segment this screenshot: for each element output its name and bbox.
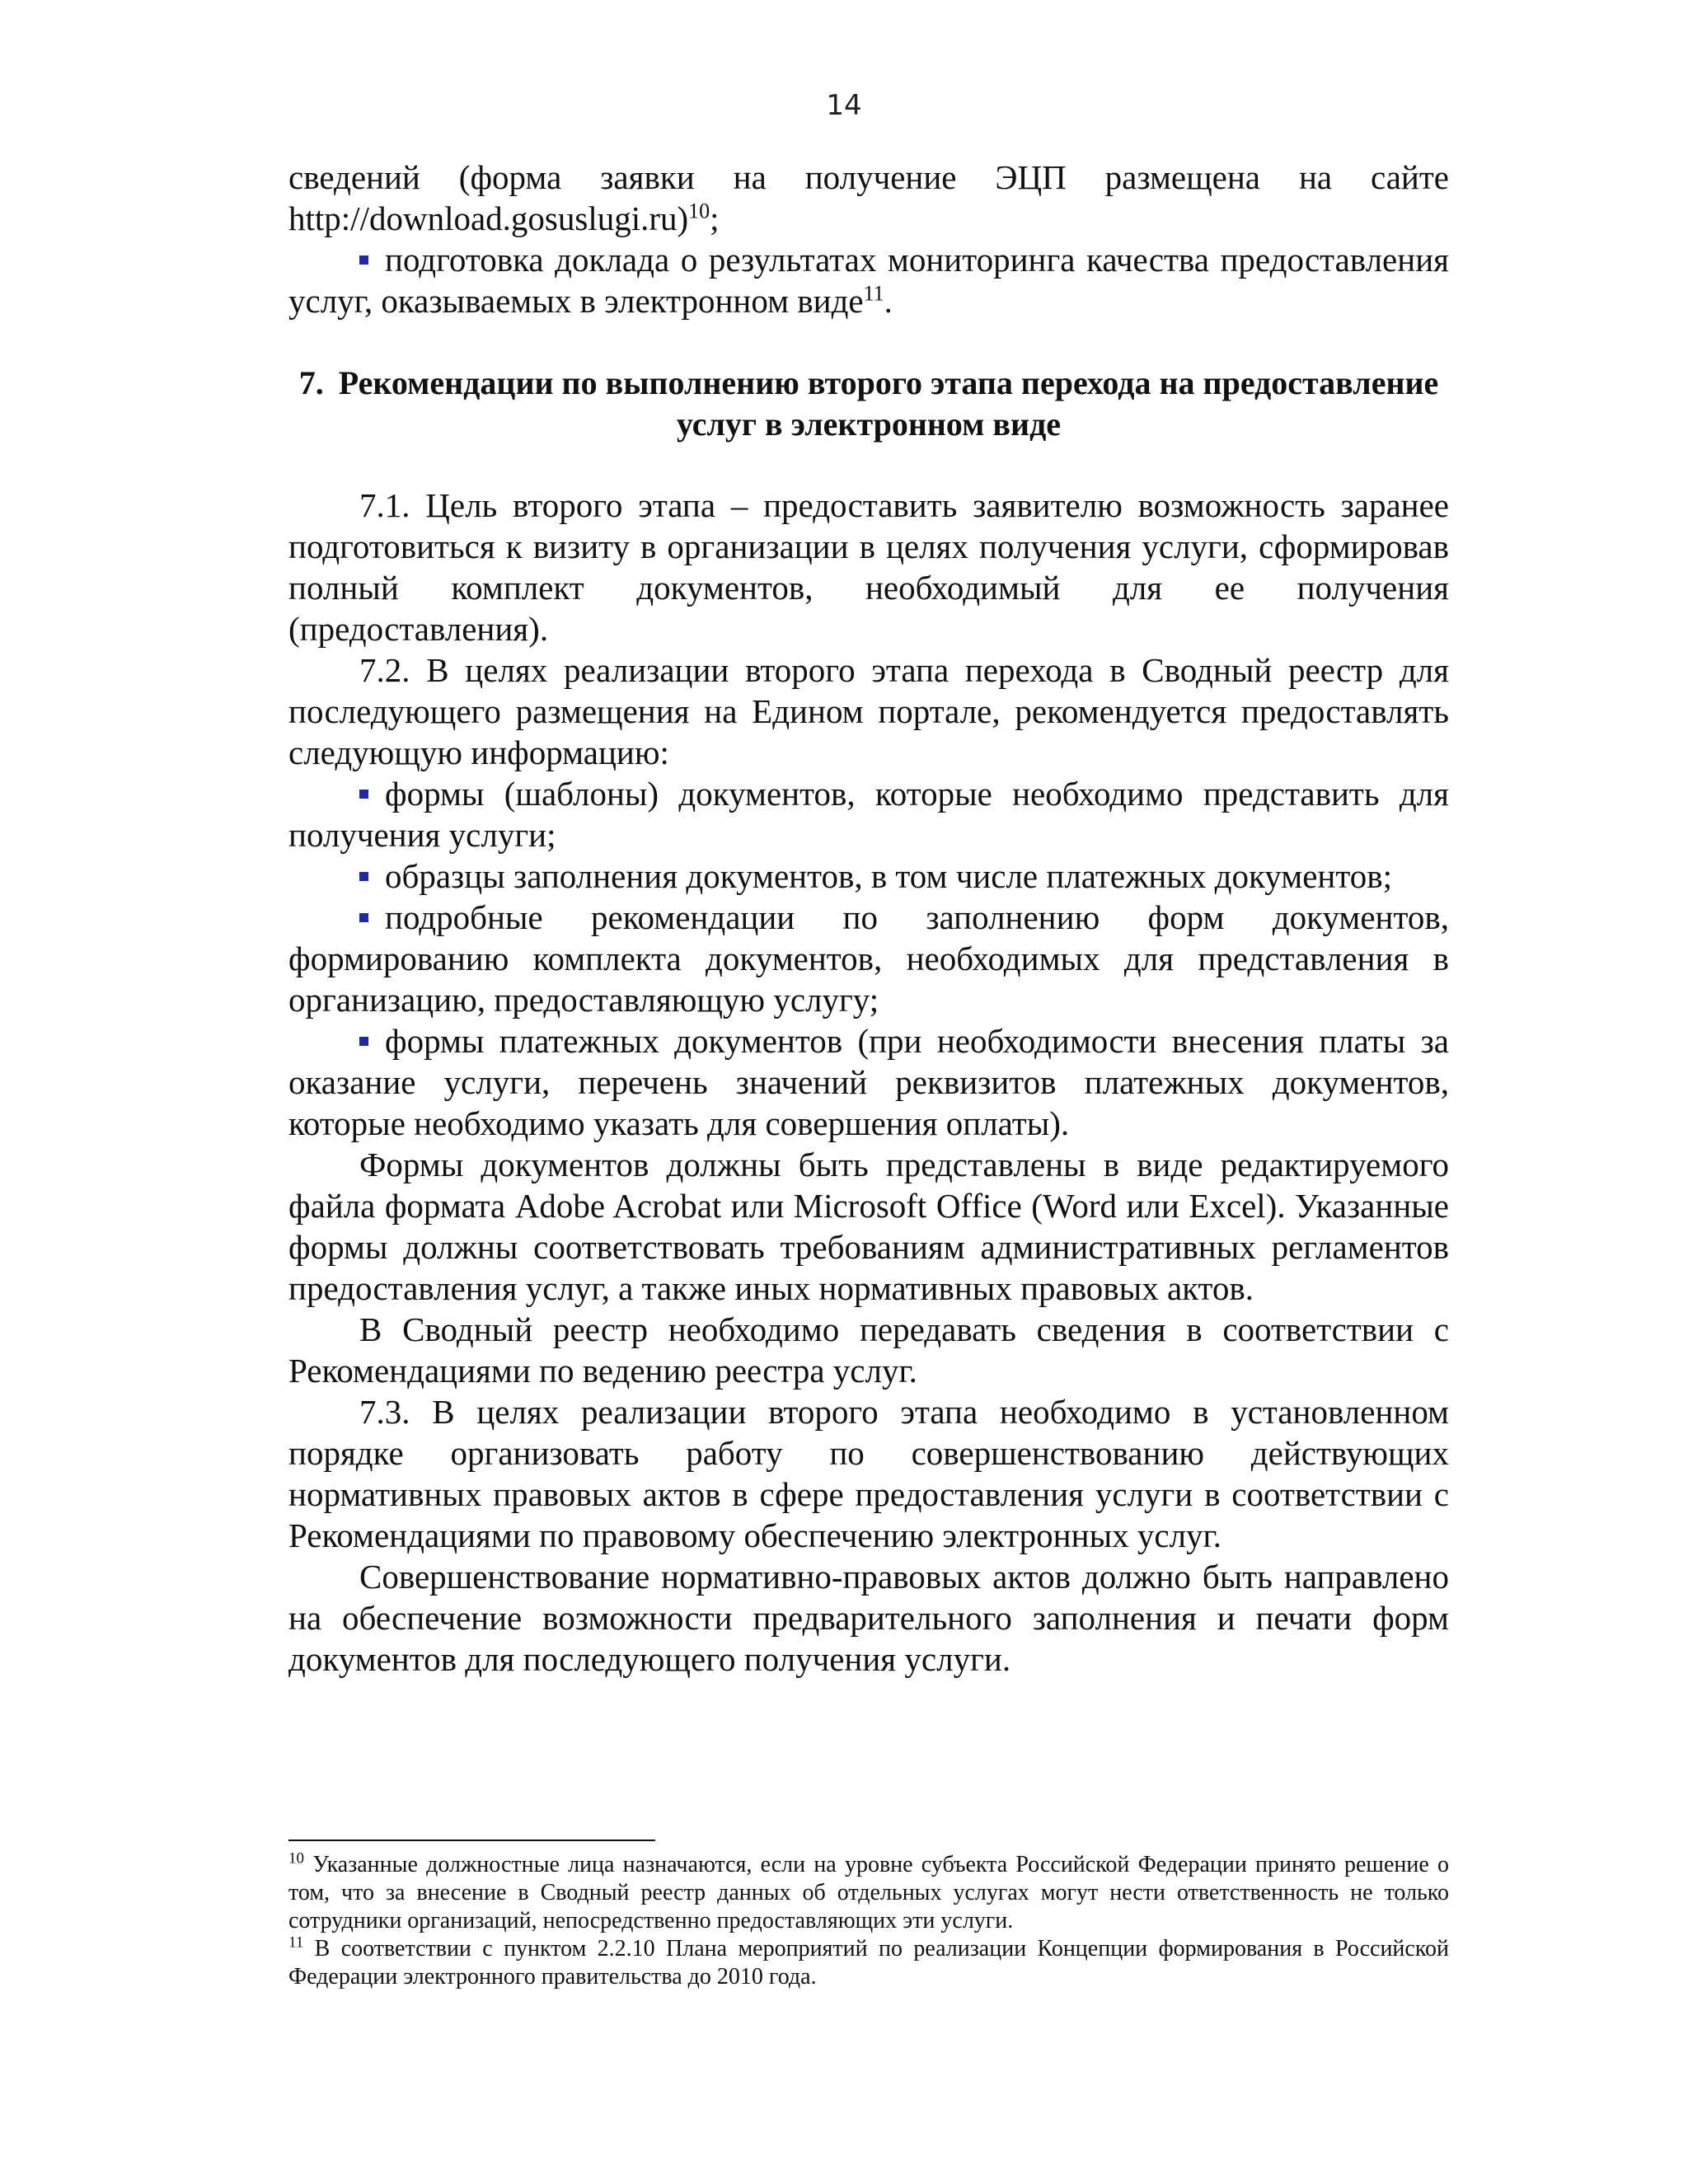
paragraph-forms: Формы документов должны быть представлены в виде редактируемого файла формата Adobe Acrobat или Microsoft Office (Word или Excel). Указанные формы должны соответствовать требованиям административных регламентов предоставления услуг, а также иных нормативных правовых актов. <box>288 1146 1449 1307</box>
paragraph-7-2: 7.2. В целях реализации второго этапа перехода в Сводный реестр для последующего размещения на Едином портале, рекомендуется предоставлять следующую информацию: <box>288 651 1449 771</box>
bullet-text: образцы заполнения документов, в том числе платежных документов; <box>385 857 1392 895</box>
square-bullet-icon <box>359 913 368 922</box>
bullet-item <box>288 773 1449 855</box>
footnote-ref-10[interactable]: 10 <box>688 199 710 223</box>
section-number: 7. <box>298 364 324 401</box>
section-heading <box>288 363 1449 445</box>
footnote-11 <box>288 1935 1449 1991</box>
intro-continuation-text: сведений (форма заявки на получение ЭЦП размещена на сайте http://download.gosuslugi.ru) <box>288 158 1449 237</box>
page-number: 14 <box>826 89 862 122</box>
square-bullet-icon <box>359 790 368 799</box>
footnotes <box>288 1851 1449 1991</box>
bullet-end: . <box>884 282 893 320</box>
bullet-item <box>288 897 1449 1020</box>
paragraph-7-3: 7.3. В целях реализации второго этапа необходимо в установленном порядке организовать работу по совершенствованию действующих нормативных правовых актов в сфере предоставления услуги в соответствии с Рекомендациями по правовому обеспечению электронных услуг. <box>288 1393 1449 1554</box>
bullet-item <box>288 239 1449 321</box>
bullet-text: подготовка доклада о результатах мониторинга качества предоставления услуг, оказываемых в электронном виде <box>288 241 1449 320</box>
footnote-marker: 11 <box>288 1933 304 1952</box>
bullet-item <box>288 855 1449 897</box>
footnote-ref-11[interactable]: 11 <box>863 281 884 306</box>
bullet-item <box>288 1020 1449 1144</box>
bullet-text: подробные рекомендации по заполнению форм документов, формированию комплекта документов, необходимых для представления в организацию, предоставляющую услугу; <box>288 898 1449 1019</box>
footnote-text: В соответствии с пунктом 2.2.10 Плана мероприятий по реализации Концепции формирования в Российской Федерации электронного правительства до 2010 года. <box>288 1936 1450 1990</box>
bullet-text: формы платежных документов (при необходимости внесения платы за оказание услуги, перечень значений реквизитов платежных документов, которые необходимо указать для совершения оплаты). <box>288 1022 1449 1142</box>
footnote-text: Указанные должностные лица назначаются, если на уровне субъекта Российской Федерации принято решение о том, что за внесение в Сводный реестр данных об отдельных услугах могут нести ответственность не только сотрудники организаций, непосредственно предоставляющих эти услуги. <box>288 1852 1450 1933</box>
section-title: Рекомендации по выполнению второго этапа перехода на предоставление услуг в электронном виде <box>338 364 1439 443</box>
paragraph-7-1: 7.1. Цель второго этапа – предоставить заявителю возможность заранее подготовиться к визиту в организации в целях получения услуги, сформировав полный комплект документов, необходимый для ее получения (предоставления). <box>288 486 1449 648</box>
square-bullet-icon <box>359 872 368 881</box>
square-bullet-icon <box>359 255 368 265</box>
footnote-marker: 10 <box>288 1849 304 1868</box>
document-body <box>288 157 1449 1680</box>
footnote-10 <box>288 1851 1449 1935</box>
bullet-text: формы (шаблоны) документов, которые необходимо представить для получения услуги; <box>288 775 1449 854</box>
paragraph-registry: В Сводный реестр необходимо передавать сведения в соответствии с Рекомендациями по ведению реестра услуг. <box>288 1310 1449 1390</box>
square-bullet-icon <box>359 1037 368 1046</box>
footnote-divider <box>288 1840 655 1841</box>
intro-continuation-end: ; <box>710 199 720 237</box>
paragraph-improvement: Совершенствование нормативно-правовых актов должно быть направлено на обеспечение возможности предварительного заполнения и печати форм документов для последующего получения услуги. <box>288 1558 1449 1678</box>
intro-continuation <box>288 157 1449 239</box>
